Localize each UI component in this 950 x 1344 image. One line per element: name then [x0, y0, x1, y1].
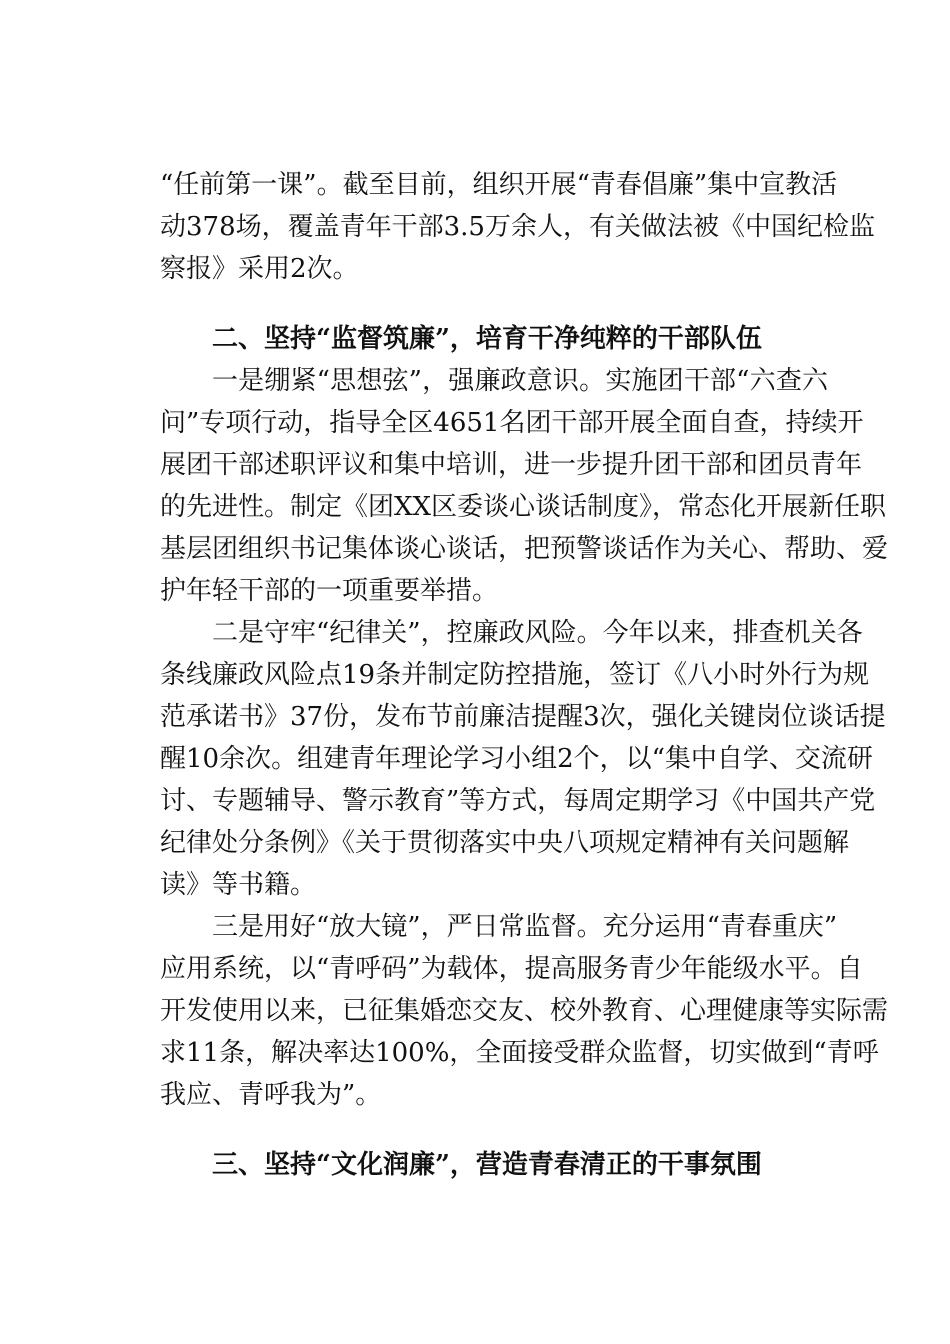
text-line: 应用系统，以“青呼码”为载体，提高服务青少年能级水平。自 — [160, 954, 863, 984]
text-line: 纪律处分条例》《关于贯彻落实中央八项规定精神有关问题解 — [160, 828, 850, 858]
document-page — [160, 164, 889, 1186]
text-line: 问”专项行动，指导全区4651名团干部开展全面自查，持续开 — [160, 408, 864, 438]
text-line: 二是守牢“纪律关”，控廉政风险。今年以来，排查机关各 — [212, 618, 863, 648]
text-line: 开发使用以来，已征集婚恋交友、校外教育、心理健康等实际需 — [160, 996, 889, 1026]
paragraph-2 — [160, 612, 886, 906]
text-line: 一是绷紧“思想弦”，强廉政意识。实施团干部“六查六 — [212, 366, 828, 396]
text-line: 的先进性。制定《团XX区委谈心谈话制度》，常态化开展新任职 — [160, 492, 887, 522]
paragraph-intro-continued — [160, 164, 875, 290]
text-line: 醒10余次。组建青年理论学习小组2个，以“集中自学、交流研 — [160, 744, 873, 774]
text-line: 条线廉政风险点19条并制定防控措施，签订《八小时外行为规 — [160, 660, 870, 690]
text-line: 求11条，解决率达100%，全面接受群众监督，切实做到“青呼 — [160, 1038, 879, 1068]
text-line: 动378场，覆盖青年干部3.5万余人，有关做法被《中国纪检监 — [160, 212, 875, 242]
text-line: 展团干部述职评议和集中培训，进一步提升团干部和团员青年 — [160, 450, 863, 480]
text-line: 察报》采用2次。 — [160, 254, 359, 284]
text-line: 护年轻干部的一项重要举措。 — [160, 576, 499, 606]
section-heading-2: 二、坚持“监督筑廉”，培育干净纯粹的干部队伍 — [212, 324, 762, 354]
text-line: “任前第一课”。截至目前，组织开展“青春倡廉”集中宣教活 — [160, 170, 838, 200]
text-line: 读》等书籍。 — [160, 870, 317, 900]
paragraph-3 — [160, 906, 889, 1116]
text-line: 讨、专题辅导、警示教育”等方式，每周定期学习《中国共产党 — [160, 786, 876, 816]
text-line: 范承诺书》37份，发布节前廉洁提醒3次，强化关键岗位谈话提 — [160, 702, 886, 732]
text-line: 基层团组织书记集体谈心谈话，把预警谈话作为关心、帮助、爱 — [160, 534, 889, 564]
text-line: 我应、青呼我为”。 — [160, 1080, 382, 1110]
section-heading-3: 三、坚持“文化润廉”，营造青春清正的干事氛围 — [212, 1150, 762, 1180]
paragraph-1 — [160, 360, 889, 612]
text-line: 三是用好“放大镜”，严日常监督。充分运用“青春重庆” — [212, 912, 838, 942]
